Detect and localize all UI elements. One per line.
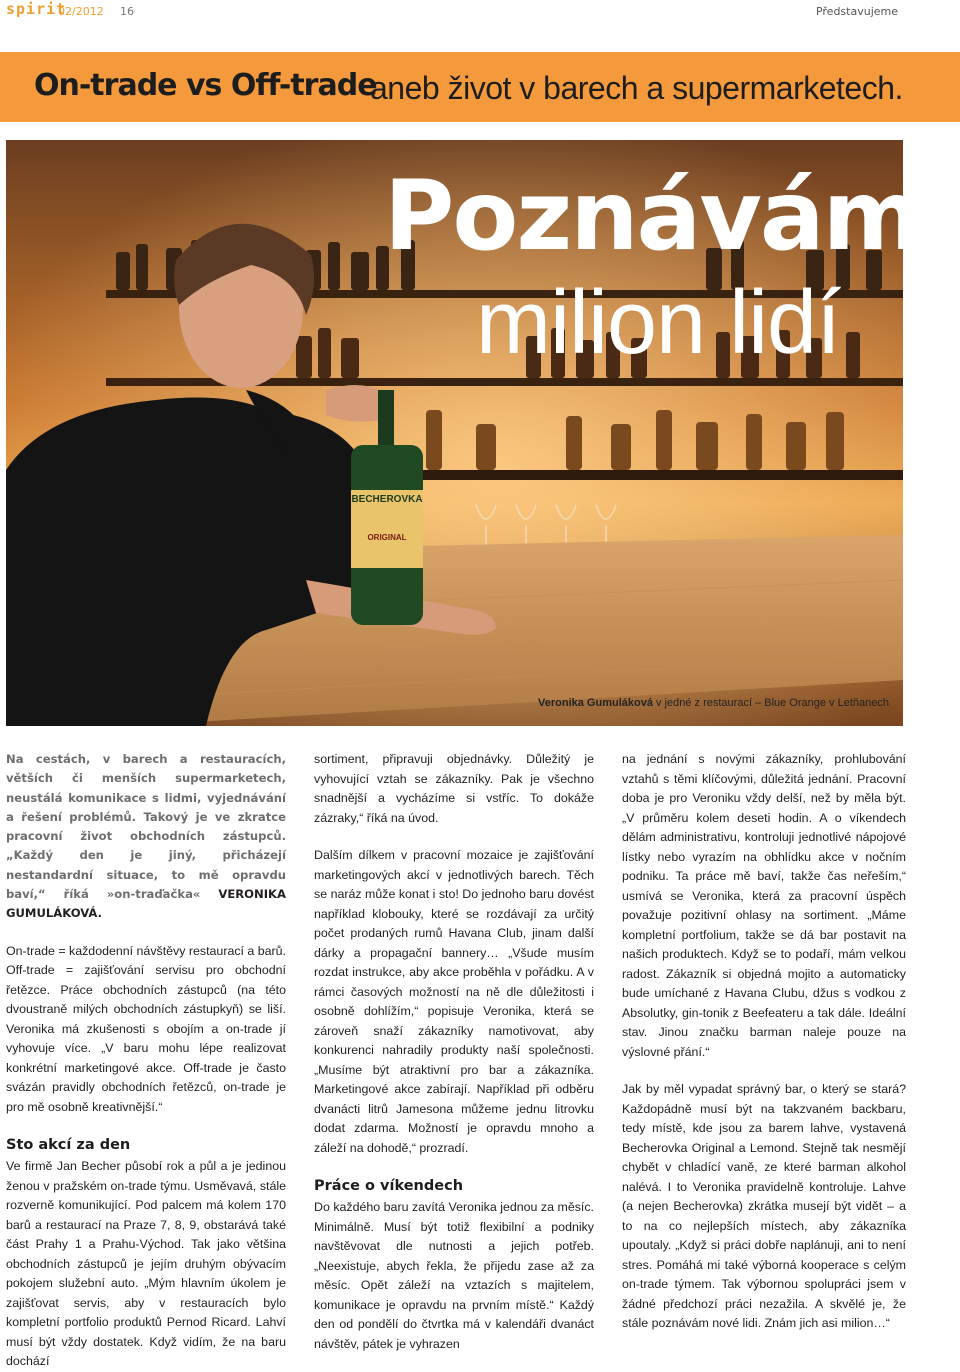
- paragraph-c3-1: na jednání s novými zákazníky, prohlubování vztahů s těmi klíčovými, důležitá jednání. Pracovní doba je pro Veroniku vždy delší, než by měla být. „V průměru kolem deseti hodin. A o víkendech dělám administrativu, kontroluji jednotlivé nápojové lístky nebo vyrazím na obhlídku akce v nočním podniku. Ta práce mě baví, takže čas neřeším,“ usmívá se Veronika, která za pracovní úspěch považuje pozitivní ohlasy na sortiment. „Máme kompletní portfolium, takže se dá bar postavit na našich produktech. Když se to podaří, mám velkou radost. Zákazník si objedná mojito a automaticky bude umíchané z Havana Clubu, džus s vodkou z Absolutky, gin-tonik z Beefeateru a tak dále. Ideální stav. Jinou značku barman naleje pouze na výslovné přání.“: [622, 752, 906, 1059]
- lead-name: VERONIKA GUMULÁKOVÁ.: [6, 887, 286, 921]
- paragraph-c3-2: Jak by měl vypadat správný bar, o který se stará? Každopádně musí být na takzvaném backbaru, tedy místě, kde jsou za barem lahve, vystavená Becherovka Original a Lemond. Stejně tak nesmějí chybět v chladící vaně, ze které barman alkohol nalévá. I to Veronika pravidelně kontroluje. Lahve (a nejen Becherovka) zkrátka musejí být vidět – a to na co nejlepších místech, aby zákazníka upoutaly. „Když si práci dobře naplánuji, ani to není stres. Pomáhá mi také výborná kooperace s celým on-trade týmem. Tak výbornou spolupráci jsem v žádné předchozí práci nezažila. A skvělé je, že stále poznávám nové lidi. Znám jich asi milion…“: [622, 1082, 906, 1330]
- caption-name: Veronika Gumuláková: [538, 697, 653, 709]
- subheading-sto-akci: Sto akcí za den: [6, 1137, 131, 1154]
- section-name: Představujeme: [815, 5, 898, 18]
- caption-text: v jedné z restaurací – Blue Orange v Letňanech: [652, 697, 889, 709]
- article-lead: [6, 750, 286, 924]
- page-header: [0, 0, 960, 24]
- title-banner: [0, 52, 960, 122]
- paragraph-c1-2: Ve firmě Jan Becher působí rok a půl a je jedinou ženou v pražském on-trade týmu. Usměvavá, stále rozverně komunikující. Pod palcem má kolem 170 barů a restaurací na Praze 7, 8, 9, obstarává také část Prahy 1 a Prahu-Východ. Tak jako většina obchodních zástupců je jejím druhým obývacím pokojem služební auto. „Mým hlavním úkolem je zajišťovat servis, aby v restauracích bylo kompletní portfolio produktů Pernod Ricard. Lahví musí být vždy dostatek. Když vidím, že na baru dochází: [6, 1159, 286, 1369]
- paragraph-c2-2: Dalším dílkem v pracovní mozaice je zajišťování marketingových akcí v jednotlivých barech. Těch se naráz může konat i sto! Do jednoho baru dovést například klobouky, které se rozdávají za určitý počet prodaných rumů Havana Club, jinam další dárky a propagační bannery… „Všude musím rozdat instrukce, aby akce proběhla v pořádku. A v rámci časových možností na ně dle důležitosti i osobně dohlížím,“ popisuje Veronika, která se zároveň snaží zákazníky namotivovat, aby konkurenci nahradily produkty naší společnosti. „Musíme být atraktivní pro bar a zákazníka. Marketingové akce zabírají. Například při odběru dvanácti litrů Jamesona můžeme jednu litrovku dodat zdarma. Možností je opravdu mnoho a záleží na dohodě,“ prozradí.: [314, 848, 594, 1155]
- article-column-1: [6, 750, 286, 1372]
- page-number: 16: [120, 5, 134, 18]
- headline-line-1: Poznávám: [384, 160, 921, 272]
- bottle-sublabel-text: ORIGINAL: [367, 533, 407, 542]
- lead-text: Na cestách, v barech a restauracích, větších či menších supermarketech, neustálá komunikace s lidmi, vyjednávání a řešení problémů. Takový je ve zkratce pracovní život obchodních zástupců. „Každý den je jiný, přicházejí nestandardní situace, to mě opravdu baví,“ říká »on-traďačka«: [6, 752, 286, 902]
- article-column-3: [622, 750, 906, 1334]
- banner-title-rest: aneb život v barech a supermarketech.: [370, 70, 903, 106]
- magazine-brand: spirit: [6, 0, 67, 18]
- paragraph-c1-1: On-trade = každodenní návštěvy restaurací a barů. Off-trade = zajišťování servisu pro obchodní řetězce. Práce obchodních zástupců (na této dvoustraně milých obchodních zástupkyň) se liší. Veronika má zkušenosti s obojím a on-trade jí vyhovuje více. „V baru mohu lépe realizovat konkrétní marketingové akce. Off-trade je často svázán pravidly obchodních řetězců, on-trade je pro mě osobně kreativnější.“: [6, 943, 286, 1114]
- issue-number: 02/2012: [58, 5, 104, 18]
- banner-title-bold: On-trade vs Off-trade: [34, 68, 377, 103]
- headline-line-2: milion lidí: [476, 273, 841, 373]
- feature-photo: [6, 140, 921, 726]
- paragraph-c2-3: Do každého baru zavítá Veronika jednou za měsíc. Minimálně. Musí být totiž flexibilní a podniky navštěvovat dle nutnosti a jejich potřeb. „Neexistuje, abych řekla, že přijedu zase až za měsíc. Opět záleží na vztazích s majitelem, komunikace je opravdu na prvním místě.“ Každý den od pondělí do čtvrtka má v kalendáři dvanáct návštěv, pátek je vyhrazen: [314, 1200, 594, 1351]
- bottle-label-text: BECHEROVKA: [351, 494, 423, 505]
- photo-caption: [538, 697, 889, 709]
- subheading-prace-o-vikendech: Práce o víkendech: [314, 1178, 464, 1194]
- paragraph-c2-1: sortiment, připravuji objednávky. Důležitý je vyhovující vztah se zákazníky. Pak je všechno snadnější a vycházíme si vstříc. To dokáže zázraky,“ říká na úvod.: [314, 752, 594, 825]
- article-column-2: [314, 750, 594, 1354]
